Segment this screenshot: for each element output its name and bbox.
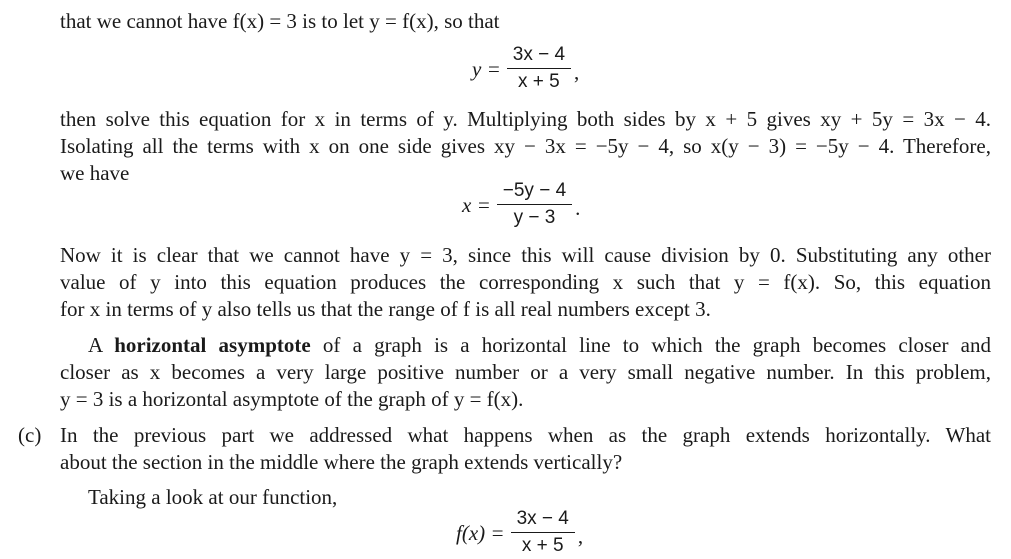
part-label: (c) [18,423,42,447]
text-line: about the section in the middle where the graph extends vertically? [60,450,623,474]
text-line: we have [60,161,130,185]
text-line: Now it is clear that we cannot have y = 3, since this will cause division by 0. Substituting any other [60,243,991,267]
fraction-denominator: x + 5 [507,68,571,93]
fraction-numerator: 3x − 4 [516,508,569,529]
text-line: In the previous part we addressed what happens when as the graph extends horizontally. What [60,423,991,447]
equation-f-of-x [456,508,583,557]
text-line: Taking a look at our function, [88,485,338,509]
equation-x-of-y [462,180,580,229]
text-line: closer as x becomes a very large positive number or a very small negative number. In this problem, [60,360,991,384]
text-line: then solve this equation for x in terms of y. Multiplying both sides by x + 5 gives xy + 5y = 3x − 4. [60,107,991,131]
fraction [511,508,575,557]
equation-y-of-x [472,44,579,93]
text-line: Isolating all the terms with x on one side gives xy − 3x = −5y − 4, so x(y − 3) = −5y − 4. Therefore, [60,134,991,158]
equation-punctuation: , [577,523,584,548]
fraction-denominator: y − 3 [497,204,572,229]
text-fragment: of a graph is a horizontal line to which the graph becomes closer and [310,333,991,357]
text-line: for x in terms of y also tells us that the range of f is all real numbers except 3. [60,297,711,321]
defined-term: horizontal asymptote [114,333,311,357]
text-line: y = 3 is a horizontal asymptote of the graph of y = f(x). [60,387,524,411]
definition-paragraph-start [88,332,991,358]
text-line: that we cannot have f(x) = 3 is to let y = f(x), so that [60,9,500,33]
fraction-numerator: 3x − 4 [512,44,566,65]
text-fragment: A [88,333,115,357]
equation-lhs: x = [462,192,491,217]
fraction-denominator: x + 5 [511,532,575,557]
fraction [507,44,571,93]
equation-punctuation: . [575,195,581,220]
equation-punctuation: , [574,59,580,84]
equation-lhs: f(x) = [456,520,505,545]
fraction [497,180,572,229]
equation-lhs: y = [472,56,501,81]
fraction-numerator: −5y − 4 [502,180,567,201]
text-line: value of y into this equation produces the corresponding x such that y = f(x). So, this equation [60,270,991,294]
